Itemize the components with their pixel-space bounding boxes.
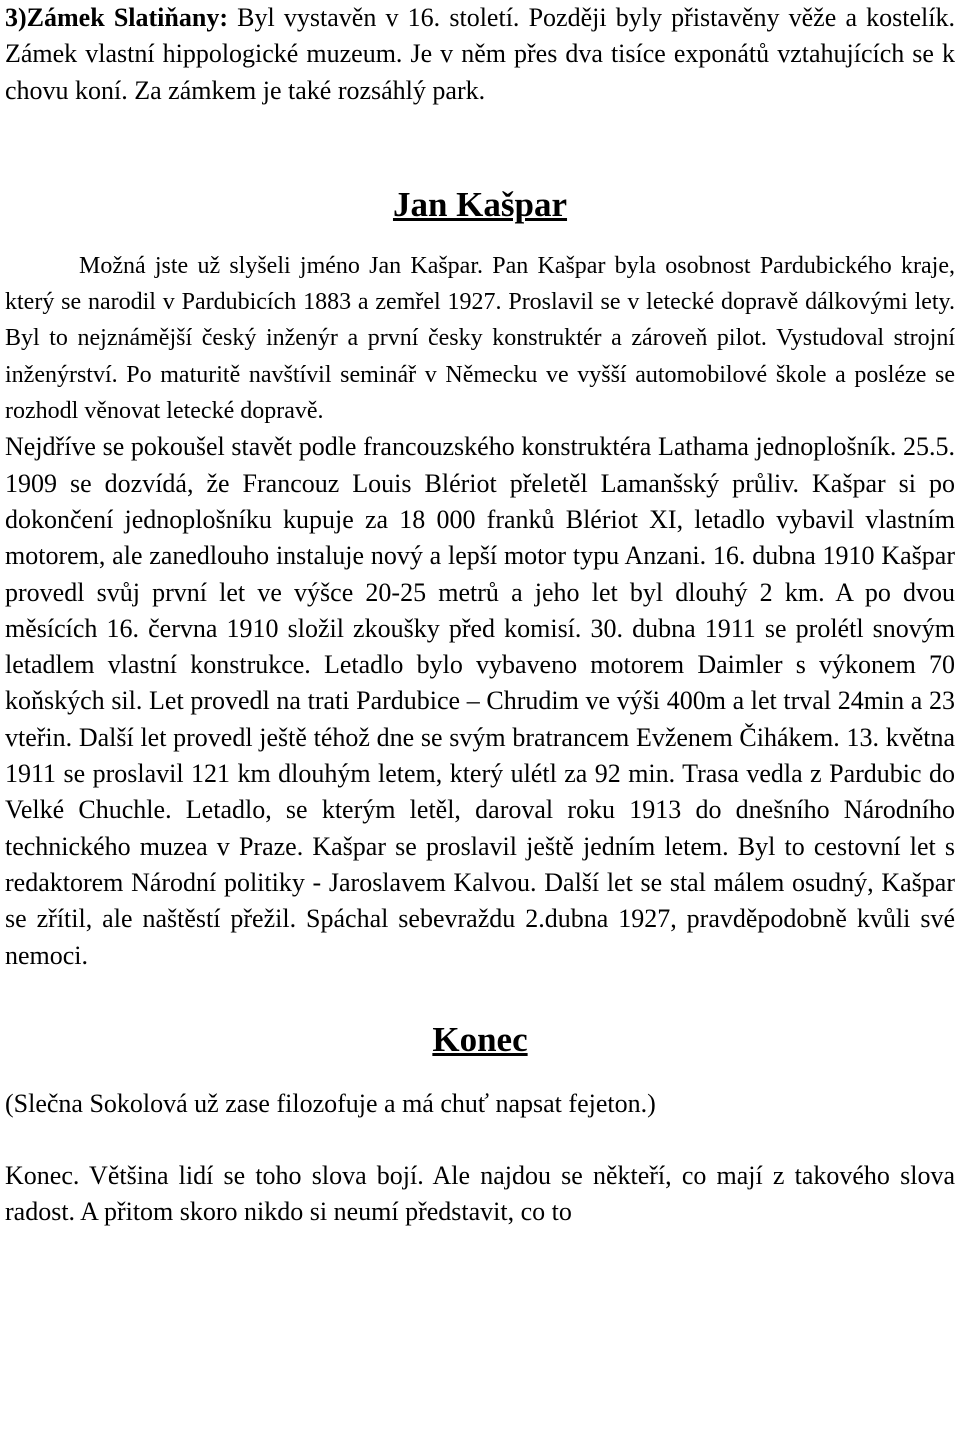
kaspar-body-paragraph: Nejdříve se pokoušel stavět podle francouzského konstruktéra Lathama jednoplošník. 25.5. 1909 se dozvídá, že Francouz Louis Blériot přeletěl Lamanšský průliv. Kašpar si po dokončení jednoplošníku kupuje za 18 000 franků Blériot XI, letadlo vybavil vlastním motorem, ale zanedlouho instaluje nový a lepší motor typu Anzani. 16. dubna 1910 Kašpar provedl svůj první let ve výšce 20-25 metrů a jeho let byl dlouhý 2 km. A po dvou měsících 16. června 1910 složil zkoušky před komisí. 30. dubna 1911 se prolétl snovým letadlem vlastní konstrukce. Letadlo bylo vybaveno motorem Daimler s výkonem 70 koňských sil. Let provedl na trati Pardubice – Chrudim ve výši 400m a let trval 24min a 23 vteřin. Další let provedl ještě téhož dne se svým bratrancem Evženem Čihákem. 13. května 1911 se proslavil 121 km dlouhým letem, který ulétl za 92 min. Trasa vedla z Pardubic do Velké Chuchle. Letadlo, se kterým letěl, daroval roku 1913 do dnešního Národního technického muzea v Praze. Kašpar se proslavil ještě jedním letem. Byl to cestovní let s redaktorem Národní politiky - Jaroslavem Kalvou. Další let se stal málem osudný, Kašpar se zřítil, ale naštěstí přežil. Spáchal sebevraždu 2.dubna 1927, pravděpodobně kvůli své nemoci. (5, 432, 955, 970)
section-slatinany-label: 3)Zámek Slatiňany: (5, 3, 228, 32)
document-page (5, 0, 955, 1231)
section-slatinany (5, 0, 955, 109)
heading-jan-kaspar: Jan Kašpar (392, 184, 568, 224)
heading-konec: Konec (432, 1019, 528, 1059)
kaspar-intro-paragraph: Možná jste už slyšeli jméno Jan Kašpar. Pan Kašpar byla osobnost Pardubického kraje, který se narodil v Pardubicích 1883 a zemřel 1927. Proslavil se v letecké dopravě dálkovými lety. Byl to nejznámější český inženýr a první česky konstruktér a zároveň pilot. Vystudoval strojní inženýrství. Po maturitě navštívil seminář v Německu ve vyšší automobilové škole a posléze se rozhodl věnovat letecké dopravě. (5, 252, 955, 425)
konec-paragraph: Konec. Většina lidí se toho slova bojí. Ale najdou se někteří, co mají z takového slova radost. A přitom skoro nikdo si neumí představit, co to (5, 1161, 955, 1227)
konec-note: (Slečna Sokolová už zase filozofuje a má chuť napsat fejeton.) (5, 1088, 656, 1118)
section-slatinany-text: Byl vystavěn v 16. století. Později byly přistavěny věže a kostelík. Zámek vlastní hippologické muzeum. Je v něm přes dva tisíce exponátů vztahujících se k chovu koní. Za zámkem je také rozsáhlý park. (5, 3, 955, 105)
